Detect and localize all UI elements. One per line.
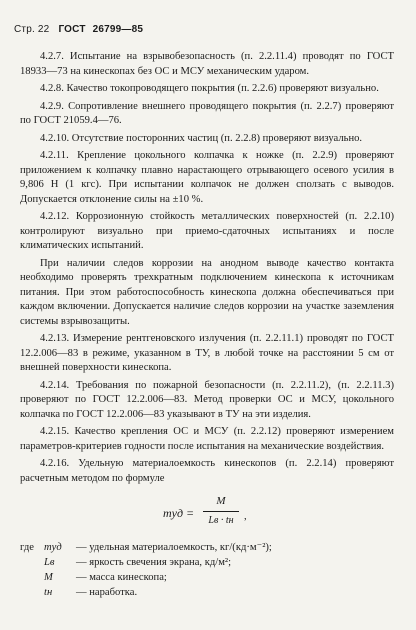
definition-row xyxy=(20,555,394,570)
paragraph-4-2-12: 4.2.12. Коррозионную стойкость металлических поверхностей (п. 2.2.10) контролируют визуально при приемо-сдаточных испытаниях и после климатических испытаний. xyxy=(20,211,394,251)
paragraph-4-2-9: 4.2.9. Сопротивление внешнего проводящего покрытия (п. 2.2.7) проверяют по ГОСТ 21059.4—76. xyxy=(20,100,394,126)
definition-symbol: Lв xyxy=(44,557,55,568)
page-header xyxy=(14,24,143,35)
material-intensity-formula xyxy=(20,490,394,534)
paragraph-4-2-14: 4.2.14. Требования по пожарной безопасности (п. 2.2.11.2), (п. 2.2.11.3) проверяют по ГОСТ 12.2.006—83. Метод проверки ОС и МСУ, цокольного колпачка по ГОСТ 12.2.006—83 указывают в ТУ на эти изделия. xyxy=(20,379,394,420)
fraction-bar xyxy=(203,511,239,512)
document-body xyxy=(20,50,394,600)
definition-lead xyxy=(20,585,44,600)
definition-row xyxy=(20,540,394,555)
definition-lead: где xyxy=(20,542,34,553)
paragraph-4-2-11: 4.2.11. Крепление цокольного колпачка к ножке (п. 2.2.9) проверяют приложением к колпачку плавно нарастающего отрывающего осевого усилия в 9,806 Н (1 кгс). При испытании колпачок не должен сползать с выводов. Допускается отклонение силы на ±10 %. xyxy=(20,150,394,205)
formula-comma: , xyxy=(244,511,247,522)
definition-lead xyxy=(20,555,44,570)
definition-lead xyxy=(20,570,44,585)
standard-number: 26799—85 xyxy=(92,24,144,35)
formula-definitions xyxy=(20,540,394,600)
definition-text: — удельная материалоемкость, кг/(кд·м⁻²); xyxy=(76,542,272,553)
paragraph-4-2-10: 4.2.10. Отсутствие посторонних частиц (п. 2.2.8) проверяют визуально. xyxy=(40,132,363,144)
formula-numerator: M xyxy=(216,495,226,507)
formula-denominator: Lв · tн xyxy=(208,514,234,526)
definition-text: — яркость свечения экрана, кд/м²; xyxy=(76,557,232,568)
paragraph-corrosion-note: При наличии следов коррозии на анодном выводе качество контакта необходимо проверять трехкратным подключением кинескопа к источникам питания. При этом работоспособность кинескопа должна обеспечиваться при каждом включении. Допускается наличие следов коррозии на участке заземления системы взрывозащиты. xyxy=(20,257,394,327)
standard-prefix: ГОСТ xyxy=(58,24,86,35)
definition-symbol: tн xyxy=(44,587,53,598)
paragraph-4-2-16: 4.2.16. Удельную материалоемкость кинескопов (п. 2.2.14) проверяют расчетным методом по формуле xyxy=(20,458,394,484)
formula-lhs: mуд = xyxy=(163,506,195,520)
definition-symbol: M xyxy=(44,572,53,583)
definition-row xyxy=(20,585,394,600)
definition-symbol: mуд xyxy=(44,542,62,553)
paragraph-4-2-7: 4.2.7. Испытание на взрывобезопасность (п. 2.2.11.4) проводят по ГОСТ 18933—73 на кинескопах без ОС и МСУ механическим ударом. xyxy=(20,51,394,77)
definition-text: — наработка. xyxy=(76,587,138,598)
paragraph-4-2-8: 4.2.8. Качество токопроводящего покрытия (п. 2.2.6) проверяют визуально. xyxy=(40,83,379,94)
formula-fraction xyxy=(203,494,239,528)
page-number: Стр. 22 xyxy=(14,24,50,35)
paragraph-4-2-15: 4.2.15. Качество крепления ОС и МСУ (п. 2.2.12) проверяют измерением параметров-критериев годности после испытания на механические воздействия. xyxy=(20,426,394,452)
definition-row xyxy=(20,570,394,585)
paragraph-4-2-13: 4.2.13. Измерение рентгеновского излучения (п. 2.2.11.1) проводят по ГОСТ 12.2.006—83 в режиме, указанном в ТУ, в любой точке на расстоянии 5 см от внешней поверхности кинескопа. xyxy=(20,333,394,373)
definition-text: — масса кинескопа; xyxy=(76,572,167,583)
